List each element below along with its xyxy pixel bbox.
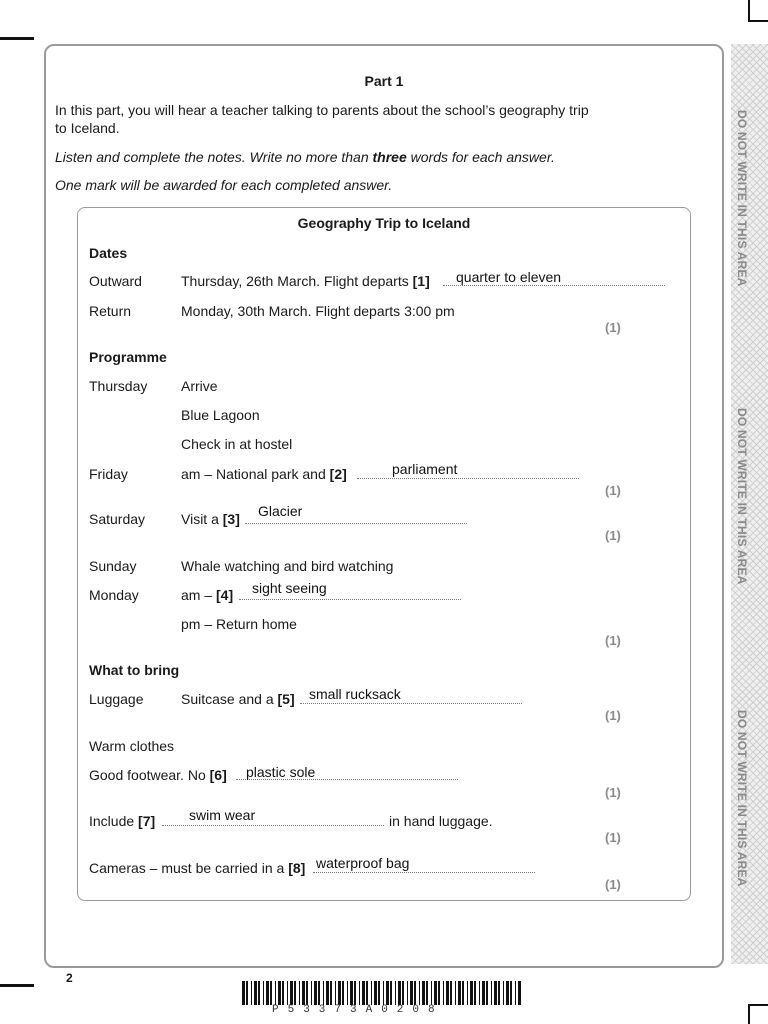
q7-mark: (1) <box>605 830 621 845</box>
barcode-bar <box>443 981 444 1005</box>
barcode-bar <box>359 981 360 1005</box>
luggage-label: Luggage <box>89 691 144 707</box>
luggage-text <box>181 691 295 707</box>
barcode-bar <box>407 981 408 1005</box>
monday-label: Monday <box>89 587 139 603</box>
barcode-bar <box>311 981 312 1005</box>
barcode-bar <box>491 981 492 1005</box>
barcode-bar <box>374 981 377 1005</box>
barcode-bar <box>446 981 449 1005</box>
barcode-image <box>242 981 524 1005</box>
q4-mark: (1) <box>605 633 621 648</box>
q4-answer[interactable]: sight seeing <box>252 580 327 596</box>
q2-answer[interactable]: parliament <box>392 461 458 477</box>
intro-line-1: In this part, you will hear a teacher talking to parents about the school’s geography trip <box>55 102 589 118</box>
q6-number: [6] <box>209 767 227 783</box>
barcode-text: P53373A0208 <box>272 1004 444 1016</box>
barcode-bar <box>342 981 344 1005</box>
monday-text-main: am – <box>181 587 213 603</box>
barcode-bar <box>378 981 380 1005</box>
friday-text-main: am – National park and <box>181 466 326 482</box>
barcode-bar <box>506 981 509 1005</box>
barcode-bar <box>474 981 476 1005</box>
barcode-bar <box>383 981 384 1005</box>
q7-line[interactable] <box>162 825 384 826</box>
outward-label: Outward <box>89 273 142 289</box>
monday-pm: pm – Return home <box>181 616 297 632</box>
q1-number: [1] <box>412 273 430 289</box>
barcode-bar <box>431 981 432 1005</box>
barcode-bar <box>438 981 440 1005</box>
barcode-bar <box>290 981 293 1005</box>
barcode-bar <box>426 981 428 1005</box>
q2-number: [2] <box>329 466 347 482</box>
q5-number: [5] <box>277 691 295 707</box>
barcode-bar <box>419 981 420 1005</box>
q1-answer[interactable]: quarter to eleven <box>456 269 562 285</box>
side-warning-3: DO NOT WRITE IN THIS AREA <box>735 710 749 887</box>
barcode-bar <box>338 981 341 1005</box>
barcode-bar <box>518 981 521 1005</box>
barcode-bar <box>350 981 353 1005</box>
barcode-bar <box>386 981 389 1005</box>
barcode-bar <box>450 981 452 1005</box>
barcode-bar <box>402 981 404 1005</box>
barcode-bar <box>318 981 320 1005</box>
programme-heading: Programme <box>89 349 167 365</box>
barcode-bar <box>467 981 468 1005</box>
q7-answer[interactable]: swim wear <box>189 807 256 823</box>
barcode-bar <box>258 981 260 1005</box>
barcode-bar <box>294 981 296 1005</box>
thursday-label: Thursday <box>89 378 148 394</box>
outward-text <box>181 273 430 289</box>
barcode-bar <box>278 981 281 1005</box>
barcode-bar <box>371 981 372 1005</box>
return-text: Monday, 30th March. Flight departs 3:00 pm <box>181 303 455 319</box>
q8-number: [8] <box>288 860 306 876</box>
instruction-bold: three <box>372 149 407 165</box>
monday-text <box>181 587 233 603</box>
saturday-label: Saturday <box>89 511 146 527</box>
barcode-bar <box>275 981 276 1005</box>
friday-label: Friday <box>89 466 128 482</box>
notes-title: Geography Trip to Iceland <box>297 215 471 231</box>
footwear-text <box>89 767 227 783</box>
q4-number: [4] <box>216 587 234 603</box>
barcode-bar <box>398 981 401 1005</box>
barcode-bar <box>266 981 269 1005</box>
barcode-bar <box>458 981 461 1005</box>
barcode-bar <box>479 981 480 1005</box>
q3-answer[interactable]: Glacier <box>258 503 303 519</box>
sunday-text: Whale watching and bird watching <box>181 558 394 574</box>
barcode-bar <box>246 981 248 1005</box>
margin-mark-top <box>0 37 34 40</box>
saturday-text <box>181 511 240 527</box>
barcode-bar <box>395 981 396 1005</box>
q2-line[interactable] <box>357 478 579 479</box>
crop-mark-top-right-h <box>748 20 768 22</box>
barcode-bar <box>251 981 252 1005</box>
luggage-text-main: Suitcase and a <box>181 691 274 707</box>
barcode-bar <box>354 981 356 1005</box>
barcode-bar <box>282 981 284 1005</box>
barcode-bar <box>242 981 245 1005</box>
page-number: 2 <box>66 971 73 985</box>
q8-answer[interactable]: waterproof bag <box>316 855 410 871</box>
q3-number: [3] <box>222 511 240 527</box>
include-text <box>89 813 155 829</box>
barcode-bar <box>330 981 332 1005</box>
instruction-post: words for each answer. <box>406 149 555 165</box>
dates-heading: Dates <box>89 245 128 261</box>
footwear-text-main: Good footwear. No <box>89 767 206 783</box>
crop-mark-bottom-right-h <box>748 1004 768 1006</box>
thursday-lagoon: Blue Lagoon <box>181 407 260 423</box>
barcode-bar <box>254 981 257 1005</box>
margin-mark-bottom <box>0 984 34 987</box>
barcode-bar <box>326 981 329 1005</box>
q3-line[interactable] <box>245 523 467 524</box>
q1-mark: (1) <box>605 320 621 335</box>
barcode-bar <box>299 981 300 1005</box>
barcode-bar <box>515 981 516 1005</box>
barcode-bar <box>414 981 416 1005</box>
barcode-bar <box>498 981 500 1005</box>
barcode-bar <box>494 981 497 1005</box>
saturday-text-main: Visit a <box>181 511 219 527</box>
barcode-bar <box>314 981 317 1005</box>
barcode-bar <box>482 981 485 1005</box>
warm-clothes: Warm clothes <box>89 738 175 754</box>
side-warning-2: DO NOT WRITE IN THIS AREA <box>735 408 749 585</box>
barcode-bar <box>287 981 288 1005</box>
side-warning-1: DO NOT WRITE IN THIS AREA <box>735 110 749 287</box>
barcode-bar <box>302 981 305 1005</box>
instruction-pre: Listen and complete the notes. Write no more than <box>55 149 373 165</box>
q6-answer[interactable]: plastic sole <box>246 764 316 780</box>
q5-line[interactable] <box>300 703 522 704</box>
q3-mark: (1) <box>605 528 621 543</box>
instruction <box>55 149 555 165</box>
bring-heading: What to bring <box>89 662 180 678</box>
return-label: Return <box>89 303 132 319</box>
barcode-bar <box>263 981 264 1005</box>
crop-mark-bottom-right <box>748 1004 750 1024</box>
barcode-bar <box>486 981 488 1005</box>
barcode-bar <box>390 981 392 1005</box>
q8-line[interactable] <box>313 872 535 873</box>
cameras-text-main: Cameras – must be carried in a <box>89 860 285 876</box>
q5-answer[interactable]: small rucksack <box>309 686 401 702</box>
intro-line-2: to Iceland. <box>55 120 120 136</box>
barcode-bar <box>306 981 308 1005</box>
barcode-bar <box>503 981 504 1005</box>
barcode-bar <box>362 981 365 1005</box>
thursday-hostel: Check in at hostel <box>181 436 293 452</box>
barcode-bar <box>347 981 348 1005</box>
barcode-bar <box>335 981 336 1005</box>
include-post: in hand luggage. <box>389 813 493 829</box>
barcode-bar <box>270 981 272 1005</box>
friday-text <box>181 466 347 482</box>
q1-line[interactable] <box>443 285 665 286</box>
barcode-bar <box>323 981 324 1005</box>
barcode-bar <box>470 981 473 1005</box>
q6-mark: (1) <box>605 785 621 800</box>
barcode-bar <box>366 981 368 1005</box>
q2-mark: (1) <box>605 483 621 498</box>
barcode-bar <box>422 981 425 1005</box>
barcode-bar <box>455 981 456 1005</box>
sunday-label: Sunday <box>89 558 137 574</box>
q5-mark: (1) <box>605 708 621 723</box>
thursday-arrive: Arrive <box>181 378 218 394</box>
outward-text-main: Thursday, 26th March. Flight departs <box>181 273 409 289</box>
q4-line[interactable] <box>239 599 461 600</box>
q8-mark: (1) <box>605 877 621 892</box>
include-text-main: Include <box>89 813 135 829</box>
cameras-text <box>89 860 305 876</box>
part-heading: Part 1 <box>364 73 404 89</box>
barcode-bar <box>410 981 413 1005</box>
barcode-bar <box>510 981 512 1005</box>
mark-note: One mark will be awarded for each completed answer. <box>55 177 393 193</box>
barcode-bar <box>434 981 437 1005</box>
q7-number: [7] <box>138 813 156 829</box>
crop-mark-top-right <box>748 0 750 20</box>
barcode-bar <box>462 981 464 1005</box>
